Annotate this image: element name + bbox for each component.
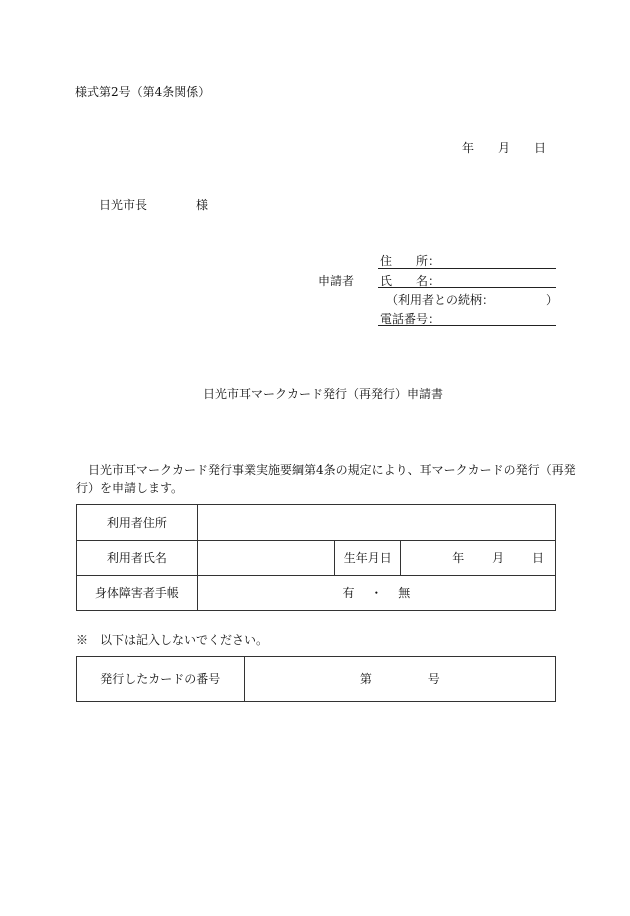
phone-field[interactable]	[378, 325, 556, 326]
addressee-mayor: 日光市長	[99, 198, 148, 212]
disability-handbook-label: 身体障害者手帳	[77, 576, 198, 611]
body-line-1: 日光市耳マークカード発行事業実施要綱第4条の規定により、耳マークカードの発行（再発	[88, 463, 576, 477]
handbook-yes[interactable]: 有	[342, 586, 355, 600]
handbook-no[interactable]: 無	[398, 586, 411, 600]
phone-label: 電話番号：	[380, 312, 441, 326]
table-row	[77, 657, 556, 702]
birth-year: 年	[452, 551, 465, 565]
card-number-go: 号	[427, 672, 440, 686]
user-address-label: 利用者住所	[77, 505, 198, 541]
office-use-note: ※ 以下は記入しないでください。	[76, 633, 269, 647]
user-name-label: 利用者氏名	[77, 541, 198, 576]
form-number: 様式第2号（第4条関係）	[75, 85, 211, 99]
date-day: 日	[534, 141, 547, 155]
table-row	[77, 576, 556, 611]
user-info-table	[76, 504, 556, 611]
handbook-separator: ・	[370, 586, 383, 600]
applicant-label: 申請者	[318, 274, 355, 288]
birth-day: 日	[531, 551, 544, 565]
relation-open: （利用者との続柄：	[386, 293, 495, 307]
name-label: 氏 名：	[380, 274, 441, 288]
user-name-field[interactable]	[197, 541, 335, 576]
relation-close: ）	[546, 293, 559, 307]
card-number-field[interactable]	[244, 657, 555, 702]
body-line-2: 行）を申請します。	[76, 481, 184, 495]
card-number-table	[76, 656, 556, 702]
disability-handbook-choice[interactable]	[197, 576, 555, 611]
address-label: 住 所：	[380, 254, 441, 268]
birth-month: 月	[492, 551, 505, 565]
name-field[interactable]	[378, 287, 556, 288]
birth-date-field[interactable]	[401, 541, 556, 576]
user-address-field[interactable]	[197, 505, 555, 541]
card-number-dai: 第	[359, 672, 372, 686]
date-month: 月	[498, 141, 511, 155]
date-year: 年	[462, 141, 475, 155]
address-field[interactable]	[378, 268, 556, 269]
card-number-label: 発行したカードの番号	[77, 657, 245, 702]
birth-date-label: 生年月日	[335, 541, 401, 576]
addressee-honorific: 様	[196, 198, 209, 212]
document-title: 日光市耳マークカード発行（再発行）申請書	[203, 387, 444, 401]
table-row	[77, 541, 556, 576]
table-row	[77, 505, 556, 541]
